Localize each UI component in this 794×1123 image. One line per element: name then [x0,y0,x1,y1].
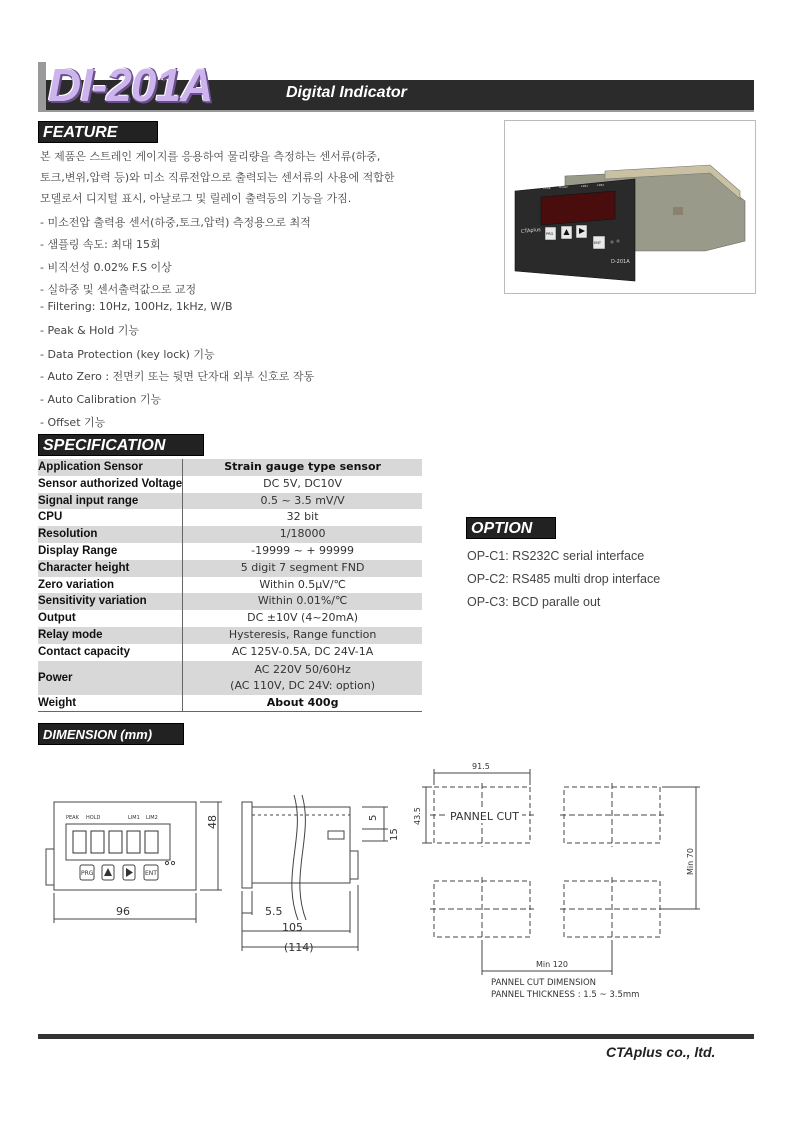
dim-side-h1: 5 [368,814,379,821]
spec-value: -19999 ~ + 99999 [251,543,355,557]
feature-item: - Offset 기능 [40,416,106,429]
spec-label: Zero variation [38,577,183,594]
option-item: OP-C2: RS485 multi drop interface [467,572,661,586]
spec-label: Relay mode [38,627,183,644]
table-row [38,560,422,577]
dim-side-d2: 105 [282,921,303,934]
spec-table [38,459,422,712]
dim-led-peak: PEAK [66,815,79,821]
spec-value: DC ±10V (4~20mA) [247,611,359,625]
spec-value: AC 125V-0.5A, DC 24V-1A [231,644,374,658]
feature-heading: FEATURE [38,121,158,143]
feature-item: - Peak & Hold 기능 [40,324,139,337]
dim-height: 48 [206,815,219,829]
dim-led-lim1: LIM1 [128,815,140,821]
spec-value: Strain gauge type sensor [183,459,422,476]
dim-cut-thickness: PANNEL THICKNESS : 1.5 ~ 3.5mm [491,990,640,1000]
feature-item: - Filtering: 10Hz, 100Hz, 1kHz, W/B [40,300,233,313]
spec-value-line: (AC 110V, DC 24V: option) [230,678,376,692]
spec-label: Display Range [38,543,183,560]
feature-intro-line: 본 제품은 스트레인 게이지를 응용하여 물리량을 측정하는 센서류(하중, [40,150,381,163]
dim-side-h2: 15 [389,828,400,841]
spec-value [183,661,422,695]
footer-rule [38,1034,754,1039]
feature-item: - 샘플링 속도: 최대 15회 [40,238,161,251]
table-row [38,610,422,627]
spec-label: Signal input range [38,493,183,510]
feature-item: - 미소전압 출력용 센서(하중,토크,압력) 측정용으로 최적 [40,216,311,229]
dim-cut-note: PANNEL CUT DIMENSION [491,978,597,988]
dim-led-hold: HOLD [86,815,101,821]
dim-width: 96 [116,905,130,918]
spec-value: Hysteresis, Range function [183,627,422,644]
feature-item: - Data Protection (key lock) 기능 [40,348,215,361]
spec-label: Character height [38,560,183,577]
spec-label: Contact capacity [38,644,183,661]
table-row [38,627,422,644]
spec-value: Within 0.01%/℃ [183,593,422,610]
table-row [38,493,422,510]
model-title: DI-201A [48,59,213,111]
option-item: OP-C1: RS232C serial interface [467,549,645,563]
dim-cut-min-h: Min 70 [686,848,695,875]
photo-model: D-201A [611,259,630,265]
table-row [38,543,422,560]
feature-intro-line: 토크,변위,압력 등)와 미소 직류전압으로 출력되는 센서류의 사용에 적합한 [40,171,395,184]
dim-key-prg: PRG [81,870,94,877]
spec-value-line: AC 220V 50/60Hz [254,662,351,676]
dim-cut-min-w: Min 120 [536,960,569,969]
spec-value: 5 digit 7 segment FND [183,560,422,577]
header-subtitle: Digital Indicator [286,84,407,101]
spec-label: Application Sensor [38,459,183,476]
spec-value: 1/18000 [183,526,422,543]
feature-item: - Auto Zero : 전면키 또는 뒷면 단자대 외부 신호로 작동 [40,370,315,383]
feature-intro [40,146,450,209]
photo-brand: CTAplus [520,226,542,235]
product-photo [504,120,756,294]
photo-key-ent-label: ENT [594,241,601,245]
table-row [38,577,422,594]
feature-intro-line: 모델로서 디지털 표시, 아날로그 및 릴레이 출력등의 기능을 가짐. [40,192,352,205]
spec-value: About 400g [183,695,422,712]
photo-label-lim2: LIM2 [597,183,605,187]
photo-label-hold: HOLD [559,185,568,189]
spec-label: Sensitivity variation [38,593,183,610]
spec-label: Sensor authorized Voltage [38,476,183,493]
spec-value: 32 bit [286,510,319,524]
dimension-drawing [36,755,716,1005]
spec-label: Resolution [38,526,183,543]
spec-label: Output [38,610,183,627]
photo-key-prg-label: PRG [546,232,554,236]
photo-label-peak: PEAK [543,186,551,190]
feature-item: - Auto Calibration 기능 [40,393,162,406]
spec-label: Power [38,661,183,695]
dimension-heading: DIMENSION (mm) [38,723,184,745]
option-item: OP-C3: BCD paralle out [467,595,601,609]
dim-cut-w: 91.5 [472,762,490,771]
specification-heading: SPECIFICATION [38,434,204,456]
photo-label-lim1: LIM1 [581,184,589,188]
table-row [38,695,422,712]
feature-item: - 비직선성 0.02% F.S 이상 [40,261,172,274]
spec-label: CPU [38,509,183,526]
dim-led-lim2: LIM2 [146,815,158,821]
product-illustration [505,121,755,293]
table-row [38,593,422,610]
spec-value: 0.5 ~ 3.5 mV/V [183,493,422,510]
dim-key-ent: ENT [145,870,157,877]
dim-cut-h: 43.5 [413,807,422,825]
table-row [38,661,422,695]
spec-value: Within 0.5μV/℃ [259,577,346,591]
dim-side-d3: (114) [284,941,314,954]
table-row [38,526,422,543]
title-accent [38,62,46,110]
dim-side-d1: 5.5 [265,905,283,918]
feature-item: - 실하중 및 센서출력값으로 교정 [40,283,197,296]
option-heading: OPTION [466,517,556,539]
company-name: CTAplus co., ltd. [606,1044,716,1060]
spec-value: DC 5V, DC10V [263,476,343,490]
spec-label: Weight [38,695,183,712]
table-row [38,476,422,493]
dim-cut-label: PANNEL CUT [450,810,519,823]
table-row [38,644,422,661]
table-row [38,509,422,526]
table-row [38,459,422,476]
